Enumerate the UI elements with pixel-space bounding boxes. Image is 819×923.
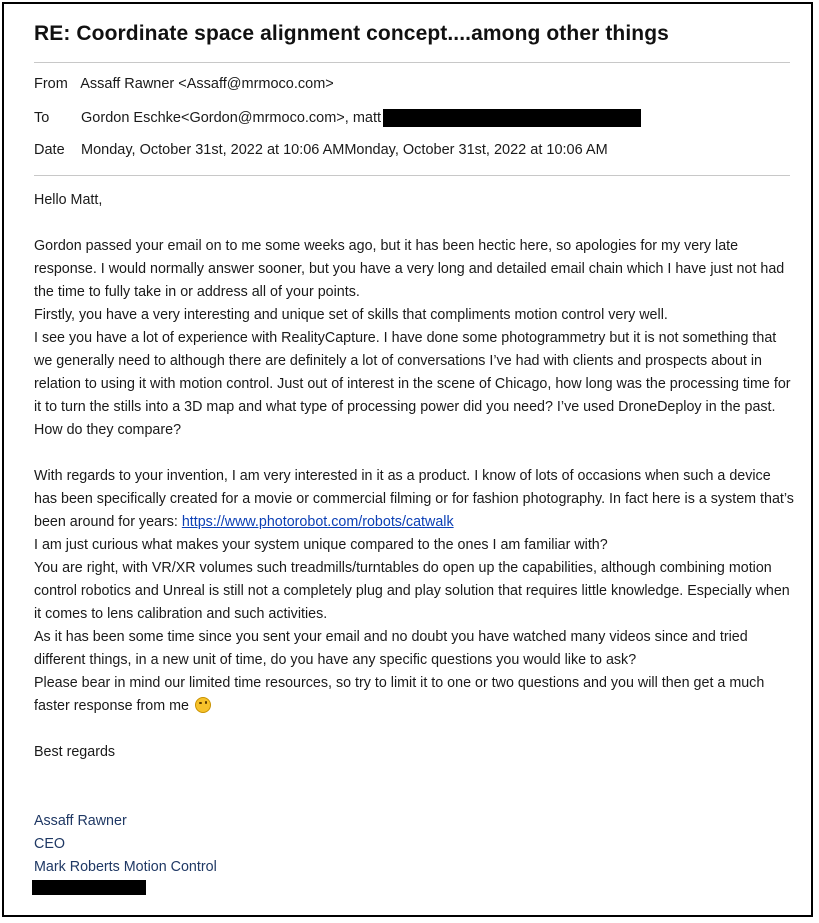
date-label: Date [34, 142, 65, 158]
date-value: Monday, October 31st, 2022 at 10:06 AMMonday, October 31st, 2022 at 10:06 AM [81, 142, 608, 158]
greeting: Hello Matt, [34, 192, 103, 208]
email-body [34, 189, 794, 764]
signature-name: Assaff Rawner [34, 813, 127, 829]
signature-company: Mark Roberts Motion Control [34, 859, 217, 875]
paragraph-8 [34, 672, 794, 718]
signature-title: CEO [34, 836, 65, 852]
paragraph-4 [34, 465, 794, 534]
email-subject: RE: Coordinate space alignment concept....among other things [34, 22, 669, 45]
paragraph-8-text: Please bear in mind our limited time resources, so try to limit it to one or two questions and you will then get a much faster response from me [34, 675, 765, 714]
to-label: To [34, 109, 50, 126]
redacted-recipient [383, 109, 641, 127]
email-frame [2, 2, 813, 917]
to-row [34, 109, 641, 127]
paragraph-3: I see you have a lot of experience with RealityCapture. I have done some photogrammetry but it is not something that we generally need to although there are definitely a lot of conversations I’ve had with clients and prospects about in relation to using it with motion control. Just out of interest in the scene of Chicago, how long was the processing time for it to turn the stills into a 3D map and what type of processing power did you need? I’ve used DroneDeploy in the past. How do they compare? [34, 330, 791, 438]
photorobot-link[interactable]: https://www.photorobot.com/robots/catwalk [181, 514, 454, 530]
paragraph-5: I am just curious what makes your system unique compared to the ones I am familiar with? [34, 537, 608, 553]
closing: Best regards [34, 744, 116, 760]
to-value: Gordon Eschke<Gordon@mrmoco.com>, matt [81, 109, 382, 126]
paragraph-7: As it has been some time since you sent your email and no doubt you have watched many videos since and tried different things, in a new unit of time, do you have any specific questions you would like to ask? [34, 629, 748, 668]
paragraph-6: You are right, with VR/XR volumes such treadmills/turntables do open up the capabilities, although combining motion control robotics and Unreal is still not a completely plug and play solution that requires little knowledge. Especially when it comes to lens calibration and such activities. [34, 560, 790, 622]
date-row [34, 142, 608, 158]
header-divider [34, 175, 790, 176]
paragraph-4-text: With regards to your invention, I am very interested in it as a product. I know of lots of occasions when such a device has been specifically created for a movie or commercial filming or for fashion photography. In fact here is a system that’s been around for years: [34, 468, 794, 530]
from-row [34, 76, 334, 92]
redacted-signature-line [32, 880, 146, 895]
from-value: Assaff Rawner <Assaff@mrmoco.com> [80, 76, 334, 92]
subject-divider [34, 62, 790, 63]
from-label: From [34, 76, 68, 92]
signature [34, 810, 217, 879]
paragraph-2: Firstly, you have a very interesting and unique set of skills that compliments motion control very well. [34, 307, 668, 323]
winking-face-icon [195, 697, 211, 713]
paragraph-1: Gordon passed your email on to me some weeks ago, but it has been hectic here, so apologies for my very late response. I would normally answer sooner, but you have a very long and detailed email chain which I have just not had the time to fully take in or address all of your points. [34, 238, 785, 300]
